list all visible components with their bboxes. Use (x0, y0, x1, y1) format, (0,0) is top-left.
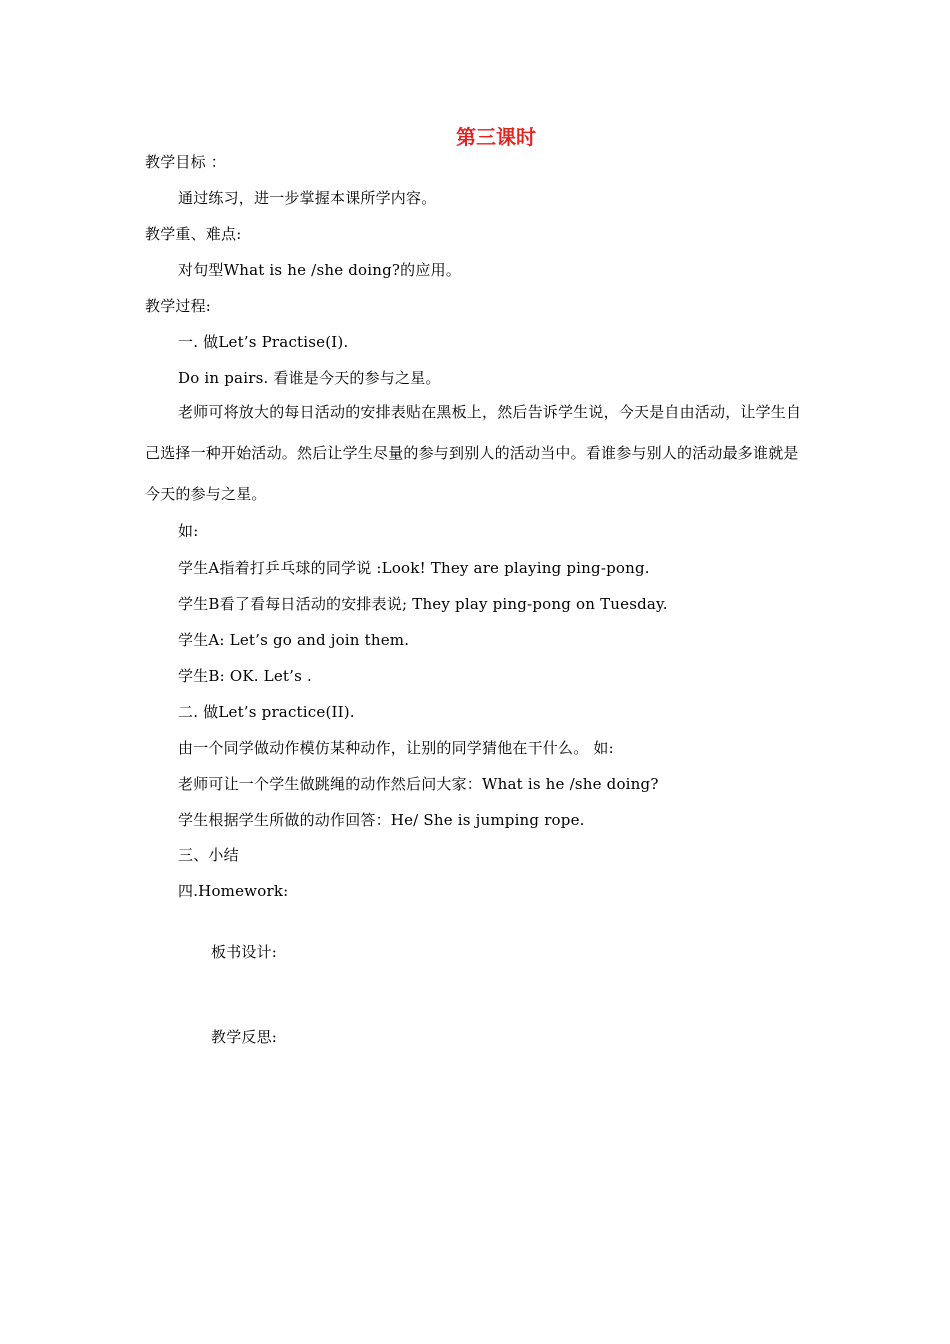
step2-line-3: 学生根据学生所做的动作回答：He/ She is jumping rope. (178, 811, 585, 829)
dialogue-line-2: 学生B看了看每日活动的安排表说; They play ping-pong on Tuesday. (178, 595, 668, 613)
process-heading: 教学过程: (145, 297, 212, 315)
step3-heading: 三、小结 (178, 846, 239, 864)
dialogue-line-4: 学生B: OK. Let’s . (178, 667, 312, 685)
objectives-text: 通过练习，进一步掌握本课所学内容。 (178, 189, 437, 207)
keypoints-text: 对句型What is he /she doing?的应用。 (178, 261, 461, 279)
board-design-label: 板书设计: (211, 943, 278, 961)
page-title: 第三课时 (456, 125, 536, 149)
example-label: 如: (178, 522, 199, 540)
keypoints-heading: 教学重、难点: (145, 225, 242, 243)
step2-line-2: 老师可让一个学生做跳绳的动作然后问大家：What is he /she doing? (178, 775, 659, 793)
objectives-heading: 教学目标 ： (145, 153, 226, 171)
reflection-label: 教学反思: (211, 1028, 278, 1046)
step4-heading: 四.Homework: (178, 882, 289, 900)
step1-instruction: Do in pairs. 看谁是今天的参与之星。 (178, 369, 441, 387)
dialogue-line-1: 学生A指着打乒乓球的同学说 :Look! They are playing ping-pong. (178, 559, 650, 577)
step2-line-1: 由一个同学做动作模仿某种动作，让别的同学猜他在干什么。 如: (178, 739, 614, 757)
step2-heading: 二. 做Let’s practice(II). (178, 703, 355, 721)
step1-heading: 一. 做Let’s Practise(I). (178, 333, 349, 351)
dialogue-line-3: 学生A: Let’s go and join them. (178, 631, 410, 649)
step1-paragraph: 老师可将放大的每日活动的安排表贴在黑板上，然后告诉学生说，今天是自由活动，让学生自己选择一种开始活动。然后让学生尽量的参与到别人的活动当中。看谁参与别人的活动最多谁就是今天的参与之星。 (145, 403, 802, 503)
